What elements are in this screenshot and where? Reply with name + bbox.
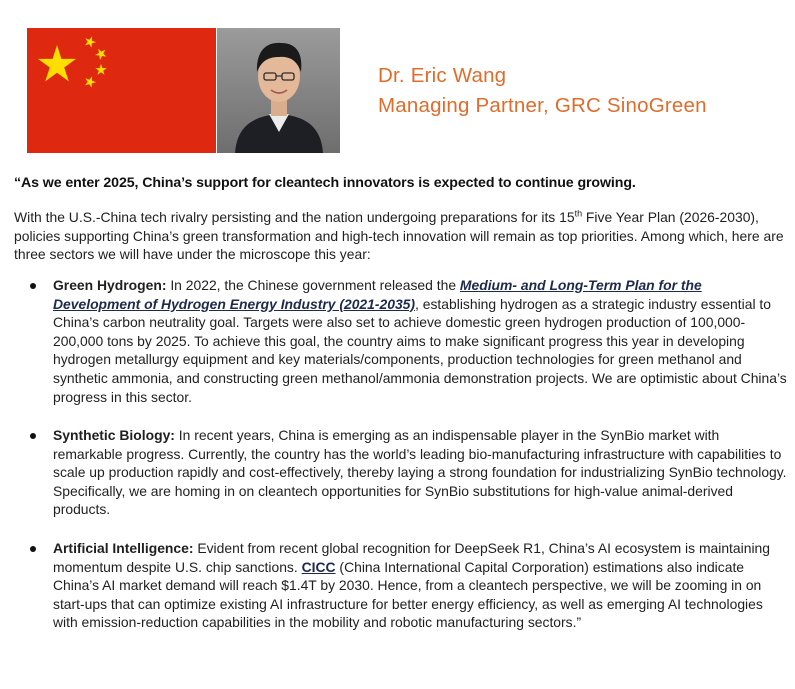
- bullet-text: In recent years, China is emerging as an indispensable player in the SynBio market with remarkable progress. Currently, the country has the world’s leading bio-manufacturing infrastructure with capabilities to scale up production rapidly and cost-effectively, thereby laying a strong foundation for industrializing SynBio technology. Specifically, we are homing in on cleantech opportunities for SynBio substitutions for high-value animal-derived products.: [53, 427, 787, 518]
- bullet-dot-icon: [30, 546, 36, 552]
- intro-text-2: Five Year Plan (2026-2030), policies supporting China’s green transformation and high-tech innovation will remain as top priorities. Among which, here are three sectors we will have under the microscope this year:: [14, 209, 784, 262]
- person-icon: [217, 28, 340, 153]
- bullet-text: In 2022, the Chinese government released the: [166, 277, 460, 293]
- intro-paragraph: [14, 208, 786, 264]
- bullet-synthetic-biology: [30, 426, 790, 519]
- flag-stars-icon: [27, 28, 216, 153]
- speaker-name: Dr. Eric Wang: [378, 64, 507, 87]
- bullet-green-hydrogen: [30, 276, 790, 406]
- bullet-artificial-intelligence: [30, 539, 790, 632]
- china-flag-image: [27, 28, 216, 153]
- speaker-block: [378, 61, 707, 121]
- cicc-link[interactable]: CICC: [301, 558, 336, 575]
- bullet-text: Evident from recent global recognition for DeepSeek R1, China’s AI ecosystem is maintaining momentum despite U.S. chip sanctions.: [53, 540, 770, 575]
- bullet-label: Green Hydrogen:: [53, 277, 167, 293]
- bullet-dot-icon: [30, 283, 36, 289]
- bullet-dot-icon: [30, 433, 36, 439]
- intro-superscript: th: [574, 208, 583, 219]
- bullet-label: Synthetic Biology:: [53, 427, 175, 443]
- hydrogen-plan-link[interactable]: Medium- and Long-Term Plan for the Development of Hydrogen Energy Industry (2021-2035): [53, 277, 702, 312]
- bullet-text: (China International Capital Corporation) estimations also indicate China’s AI market demand will reach $1.4T by 2030. Hence, from a cleantech perspective, we will be zooming in on start-ups that can optimize existing AI infrastructure for better energy efficiency, as well as emerging AI technologies with emission-reduction capabilities in the mobility and robotic manufacturing sectors.”: [53, 558, 763, 631]
- portrait-photo: [217, 28, 340, 153]
- quote-lead: “As we enter 2025, China’s support for cleantech innovators is expected to continue growing.: [14, 175, 636, 191]
- intro-text-1: With the U.S.-China tech rivalry persisting and the nation undergoing preparations for its 15: [14, 209, 575, 225]
- bullet-label: Artificial Intelligence:: [53, 540, 194, 556]
- bullet-text: , establishing hydrogen as a strategic industry essential to China’s carbon neutrality goal. Targets were also set to achieve domestic green hydrogen production of 100,000-200,000 tons by 2025. To achieve this goal, the country aims to make significant progress this year in developing hydrogen metallurgy equipment and key materials/components, production technologies for green methanol and synthetic ammonia, and constructing green methanol/ammonia demonstration projects. We are optimistic about China’s progress in this sector.: [53, 295, 787, 405]
- speaker-title: Managing Partner, GRC SinoGreen: [378, 94, 707, 117]
